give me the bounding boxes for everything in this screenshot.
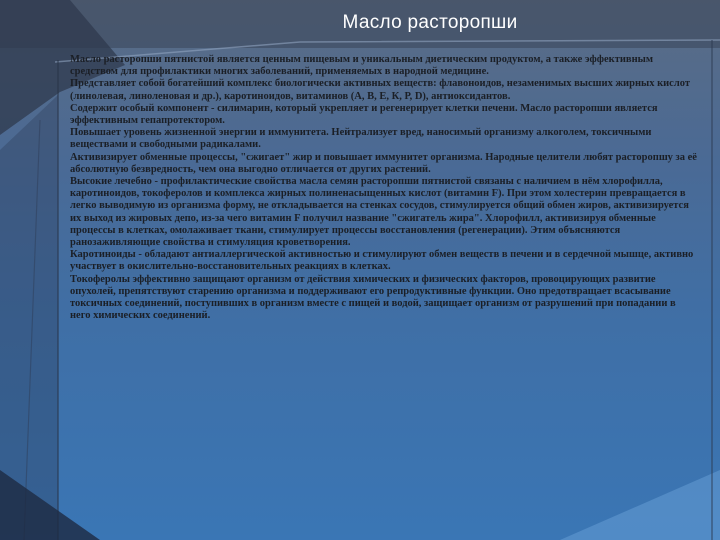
paragraph: Масло расторопши пятнистой является ценным пищевым и уникальным диетическим продуктом, а также эффективным средством для профилактики многих заболеваний, применяемых в народной медицине. xyxy=(70,54,653,78)
paragraph: Повышает уровень жизненной энергии и иммунитета. Нейтрализует вред, наносимый организму алкоголем, токсичными веществами и свободными радикалами. xyxy=(70,127,652,151)
slide-body xyxy=(70,54,698,524)
paragraph: Высокие лечебно - профилактические свойства масла семян расторопши пятнистой связаны с наличием в нём хлорофилла, каротиноидов, токоферолов и комплекса жирных полиненасыщенных кислот (витамин F). При этом холестерин превращается в легко выводимую из организма форму, не откладывается на стенках сосудов, стимулируется общий обмен жиров, активизируется их выход из жировых депо, из-за чего витамин F получил название "сжигатель жира". Хлорофилл, активизируя обменные процессы в клетках, омолаживает ткани, стимулирует процессы восстановления (регенерации). Этим объясняются ранозаживляющие свойства и стимуляция кроветворения. xyxy=(70,176,689,249)
paragraph: Каротиноиды - обладают антиаллергической активностью и стимулируют обмен веществ в печени и в сердечной мышце, активно участвует в окислительно-восстановительных реакциях в клетках. xyxy=(70,249,694,273)
paragraph: Представляет собой богатейший комплекс биологически активных веществ: флавоноидов, незаменимых высших жирных кислот (линолевая, линоленовая и др.), каротиноидов, витаминов (А, В, Е, К, Р, D), антиоксидантов. xyxy=(70,78,690,102)
paragraph: Токоферолы эффективно защищают организм от действия химических и физических факторов, провоцирующих развитие опухолей, препятствуют старению организма и поддерживают его репродуктивные функции. Оно предотвращает всасывание токсичных соединений, поступивших в организм вместе с пищей и водой, защищает организм от разрушений при попадании в него химических соединений. xyxy=(70,273,676,322)
paragraph: Содержит особый компонент - силимарин, который укрепляет и регенерирует клетки печени. Масло расторопши является эффективным гепапротектором. xyxy=(70,102,658,127)
paragraph: Активизирует обменные процессы, "сжигает" жир и повышает иммунитет организма. Народные целители любят расторопшу за её абсолютную безвредность, чем она выгодно отличается от других растений. xyxy=(70,151,697,175)
slide-title: Масло расторопши xyxy=(342,12,518,33)
left-wedge-shape xyxy=(0,95,58,540)
